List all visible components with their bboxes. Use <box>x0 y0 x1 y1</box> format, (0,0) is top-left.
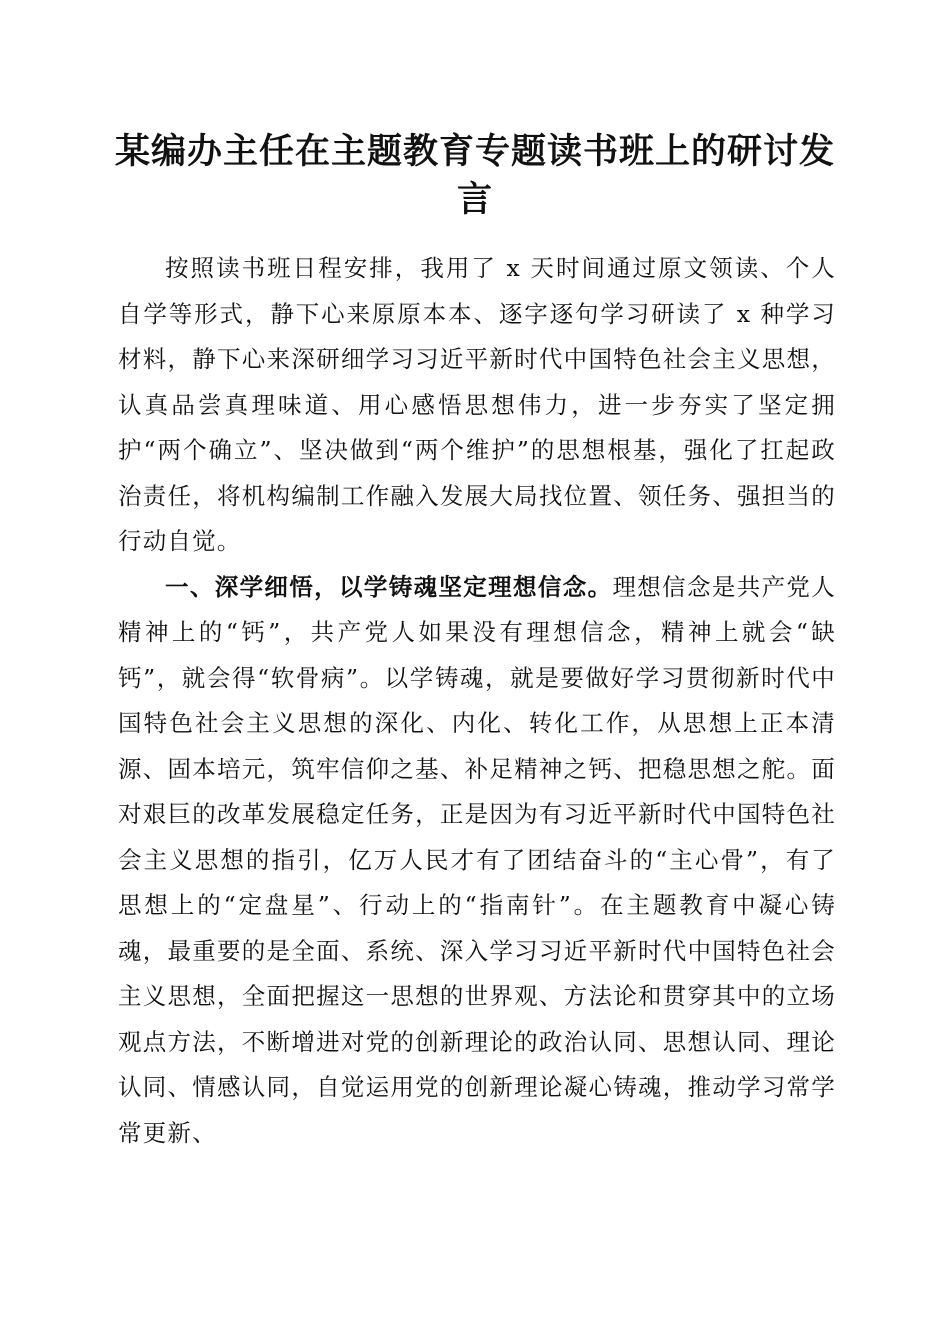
paragraph-intro <box>118 246 836 565</box>
paragraph-section-one <box>118 565 836 1157</box>
document-title: 某编办主任在主题教育专题读书班上的研讨发言 <box>114 131 835 220</box>
section-one-text: 理想信念是共产党人精神上的“钙”，共产党人如果没有理想信念，精神上就会“缺钙”，就会得“软骨病”。以学铸魂，就是要做好学习贯彻新时代中国特色社会主义思想的深化、内化、转化工作，从思想上正本清源、固本培元，筑牢信仰之基、补足精神之钙、把稳思想之舵。面对艰巨的改革发展稳定任务，正是因为有习近平新时代中国特色社会主义思想的指引，亿万人民才有了团结奋斗的“主心骨”，有了思想上的“定盘星”、行动上的“指南针”。在主题教育中凝心铸魂，最重要的是全面、系统、深入学习习近平新时代中国特色社会主义思想，全面把握这一思想的世界观、方法论和贯穿其中的立场观点方法，不断增进对党的创新理论的政治认同、思想认同、理论认同、情感认同，自觉运用党的创新理论凝心铸魂，推动学习常学常更新、 <box>118 572 836 1147</box>
section-one-heading: 一、深学细悟，以学铸魂坚定理想信念。 <box>165 572 613 601</box>
document-body <box>118 246 836 1156</box>
paragraph-intro-text: 按照读书班日程安排，我用了 x 天时间通过原文领读、个人自学等形式，静下心来原原本本、逐字逐句学习研读了 x 种学习材料，静下心来深研细学习习近平新时代中国特色社会主义思想，认真品尝真理味道、用心感悟思想伟力，进一步夯实了坚定拥护“两个确立”、坚决做到“两个维护”的思想根基，强化了扛起政治责任，将机构编制工作融入发展大局找位置、领任务、强担当的行动自觉。 <box>118 254 836 555</box>
